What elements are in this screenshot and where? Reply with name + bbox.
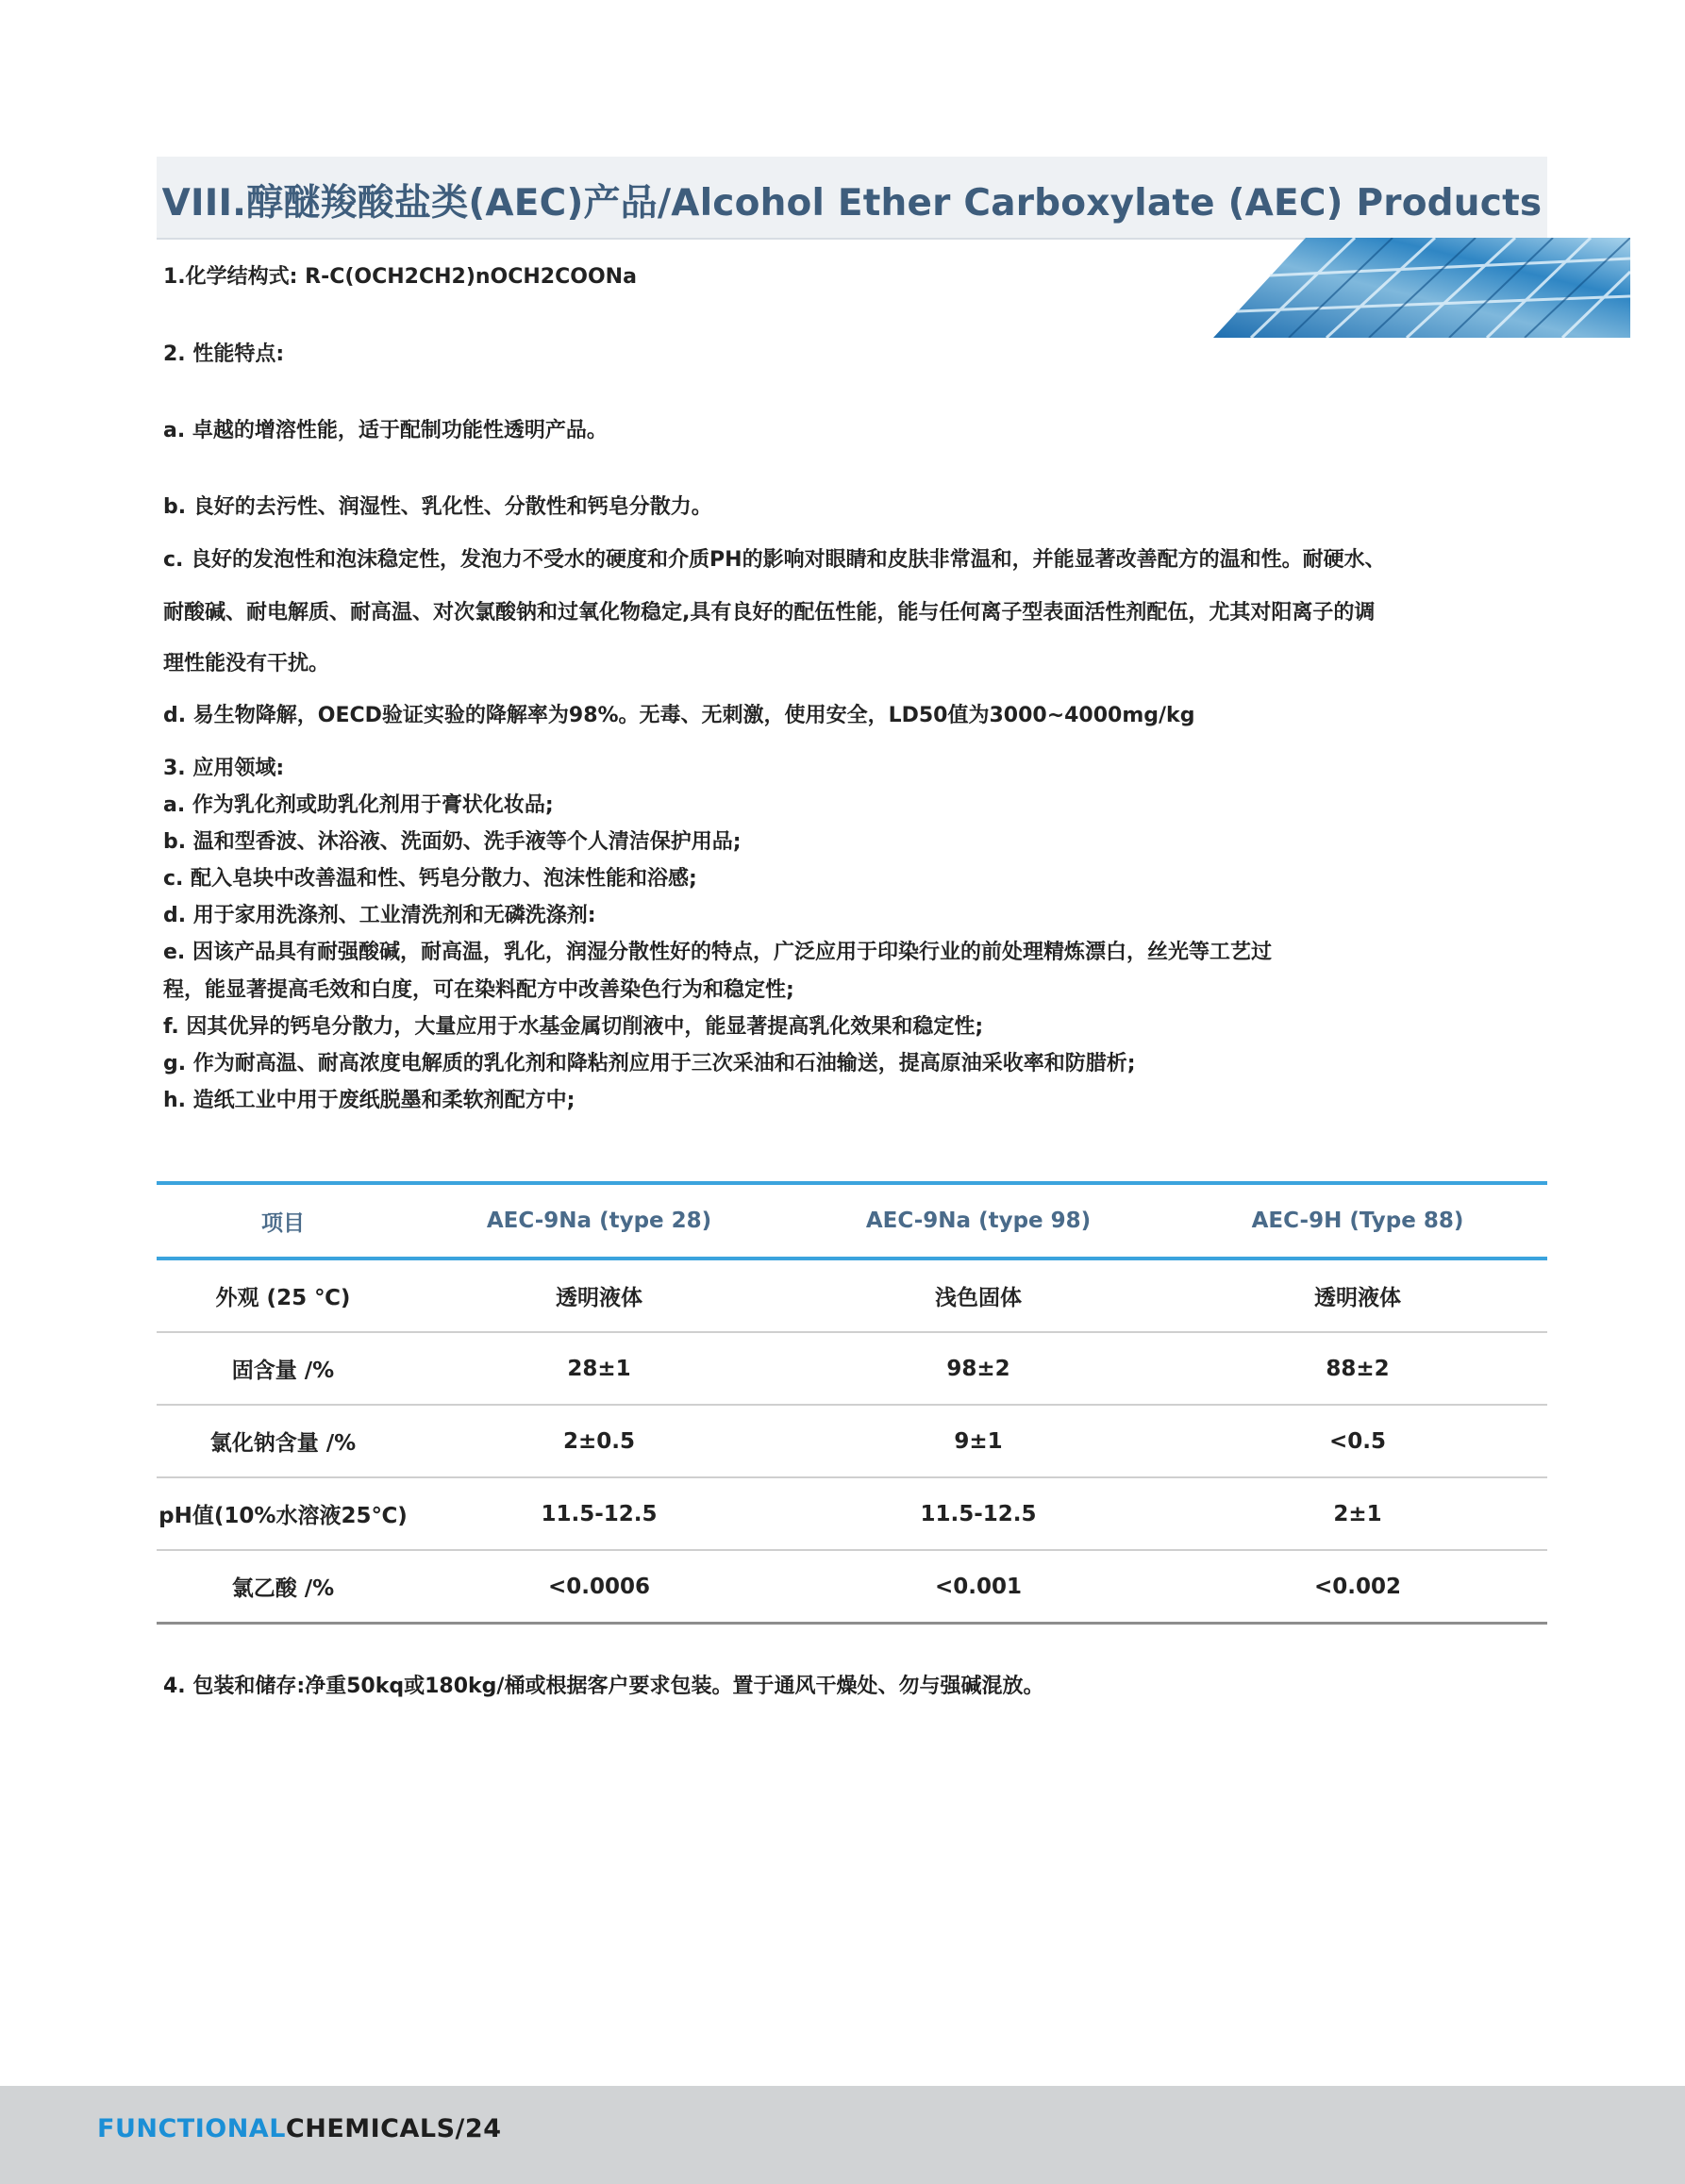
table-header-cell: AEC-9Na (type 28) [486, 1209, 712, 1233]
application-c: c. 配入皂块中改善温和性、钙皂分散力、泡沫性能和浴感; [163, 867, 697, 891]
table-header-cell: AEC-9Na (type 98) [865, 1209, 1092, 1233]
feature-c-line-3: 理性能没有干扰。 [163, 652, 330, 675]
application-e-line-2: 程，能显著提高毛效和白度，可在染料配方中改善染色行为和稳定性; [163, 978, 794, 1002]
application-d: d. 用于家用洗涤剂、工业清洗剂和无磷洗涤剂: [163, 904, 596, 927]
table-header-row [157, 1181, 1547, 1260]
table-header-cell: AEC-9H (Type 88) [1251, 1209, 1464, 1233]
chemical-structure: 1.化学结构式: R-C(OCH2CH2)nOCH2COONa [163, 265, 637, 289]
table-cell: 98±2 [946, 1356, 1010, 1381]
table-cell: 浅色固体 [935, 1286, 1022, 1310]
table-row [157, 1478, 1547, 1551]
table-row [157, 1333, 1547, 1406]
title-banner [157, 157, 1547, 240]
glass-building-graphic [1213, 238, 1630, 338]
table-cell: 88±2 [1326, 1356, 1390, 1381]
table-cell: 透明液体 [1314, 1286, 1401, 1310]
table-cell: pH值(10%水溶液25℃) [158, 1504, 408, 1528]
table-header-cell: 项目 [261, 1210, 305, 1236]
table-cell: 2±0.5 [562, 1428, 636, 1454]
applications-heading: 3. 应用领域: [163, 757, 285, 780]
application-a: a. 作为乳化剂或助乳化剂用于膏状化妆品; [163, 793, 554, 817]
application-e-line-1: e. 因该产品具有耐强酸碱，耐高温，乳化，润湿分散性好的特点，广泛应用于印染行业的前处理精炼漂白，丝光等工艺过 [163, 941, 1272, 964]
table-row [157, 1406, 1547, 1478]
table-cell: 外观 (25 ℃) [215, 1286, 351, 1310]
table-cell: <0.0006 [547, 1574, 651, 1599]
table-row [157, 1551, 1547, 1625]
packaging-storage: 4. 包装和储存:净重50kq或180kg/桶或根据客户要求包装。置于通风干燥处、勿与强碱混放。 [163, 1675, 1044, 1698]
table-cell: 氯化钠含量 /% [209, 1431, 357, 1456]
application-g: g. 作为耐高温、耐高浓度电解质的乳化剂和降粘剂应用于三次采油和石油输送，提高原油采收率和防腊析; [163, 1052, 1136, 1075]
footer-brand [97, 2114, 501, 2143]
table-row [157, 1260, 1547, 1333]
application-f: f. 因其优异的钙皂分散力，大量应用于水基金属切削液中，能显著提高乳化效果和稳定性; [163, 1015, 984, 1039]
footer-brand-functional: FUNCTIONAL [97, 2114, 286, 2143]
table-cell: 11.5-12.5 [920, 1501, 1037, 1526]
feature-c-line-2: 耐酸碱、耐电解质、耐高温、对次氯酸钠和过氧化物稳定,具有良好的配伍性能，能与任何离子型表面活性剂配伍，尤其对阳离子的调 [163, 601, 1376, 625]
application-h: h. 造纸工业中用于废纸脱墨和柔软剂配方中; [163, 1089, 576, 1112]
page-title: VIII.醇醚羧酸盐类(AEC)产品/Alcohol Ether Carboxylate (AEC) Products [161, 182, 1543, 225]
table-cell: 固含量 /% [231, 1359, 335, 1383]
page-footer [0, 2086, 1685, 2184]
specification-table [157, 1181, 1547, 1625]
table-cell: 28±1 [567, 1356, 631, 1381]
feature-a: a. 卓越的增溶性能，适于配制功能性透明产品。 [163, 419, 608, 442]
feature-d: d. 易生物降解，OECD验证实验的降解率为98%。无毒、无刺激，使用安全，LD50值为3000~4000mg/kg [163, 704, 1195, 727]
application-b: b. 温和型香波、沐浴液、洗面奶、洗手液等个人清洁保护用品; [163, 830, 742, 854]
table-cell: <0.5 [1328, 1428, 1386, 1454]
table-cell: 11.5-12.5 [541, 1501, 658, 1526]
table-cell: 2±1 [1333, 1501, 1382, 1526]
feature-b: b. 良好的去污性、润湿性、乳化性、分散性和钙皂分散力。 [163, 495, 712, 519]
table-cell: 透明液体 [556, 1286, 642, 1310]
table-cell: 氯乙酸 /% [231, 1576, 335, 1601]
table-cell: 9±1 [954, 1428, 1003, 1454]
feature-c-line-1: c. 良好的发泡性和泡沫稳定性，发泡力不受水的硬度和介质PH的影响对眼睛和皮肤非常温和，并能显著改善配方的温和性。耐硬水、 [163, 548, 1386, 572]
table-cell: <0.001 [934, 1574, 1023, 1599]
page-number: /24 [455, 2114, 502, 2143]
footer-brand-chemicals: CHEMICALS [285, 2114, 456, 2143]
features-heading: 2. 性能特点: [163, 342, 285, 366]
table-cell: <0.002 [1313, 1574, 1402, 1599]
